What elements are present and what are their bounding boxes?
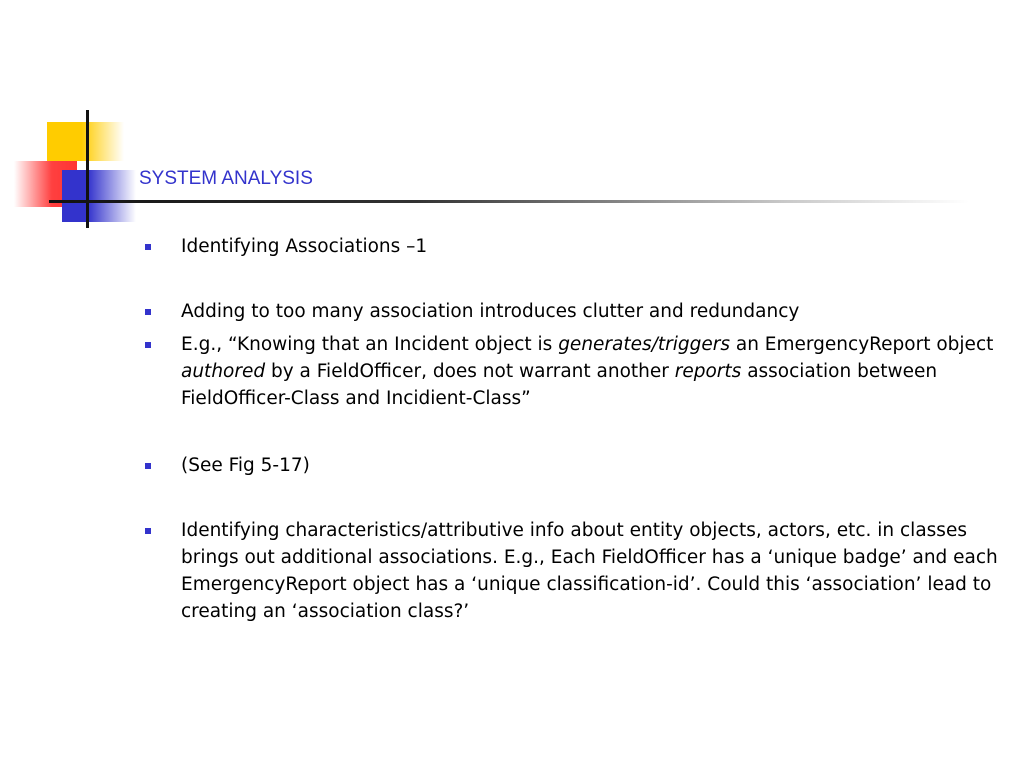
bullet-text: (See Fig 5-17) <box>181 455 310 476</box>
bullet-text: Identifying Associations –1 <box>181 236 428 257</box>
title-underline-rule <box>49 200 969 203</box>
square-bullet-icon <box>145 528 151 534</box>
bullet-item <box>140 233 1000 260</box>
bullet-item <box>140 517 1000 625</box>
bullet-item <box>140 331 1000 412</box>
blue-square-decoration <box>62 170 136 222</box>
bullet-item <box>140 452 1000 479</box>
square-bullet-icon <box>145 463 151 469</box>
square-bullet-icon <box>145 342 151 348</box>
bullet-text: E.g., “Knowing that an Incident object is generates/triggers an EmergencyReport object authored by a FieldOfficer, does not warrant another reports association between FieldOfficer-Class and Incidient-Class” <box>181 334 994 409</box>
bullet-text: Adding to too many association introduces clutter and redundancy <box>181 301 800 322</box>
square-bullet-icon <box>145 309 151 315</box>
slide-decoration <box>0 0 180 240</box>
vertical-rule <box>86 110 89 228</box>
bullet-item <box>140 298 1000 325</box>
square-bullet-icon <box>145 244 151 250</box>
bullet-text: Identifying characteristics/attributive info about entity objects, actors, etc. in classes brings out additional associations. E.g., Each FieldOfficer has a ‘unique badge’ and each EmergencyReport object has a ‘unique classification-id’. Could this ‘association’ lead to creating an ‘association class?’ <box>181 520 998 622</box>
slide-title: SYSTEM ANALYSIS <box>139 168 313 189</box>
